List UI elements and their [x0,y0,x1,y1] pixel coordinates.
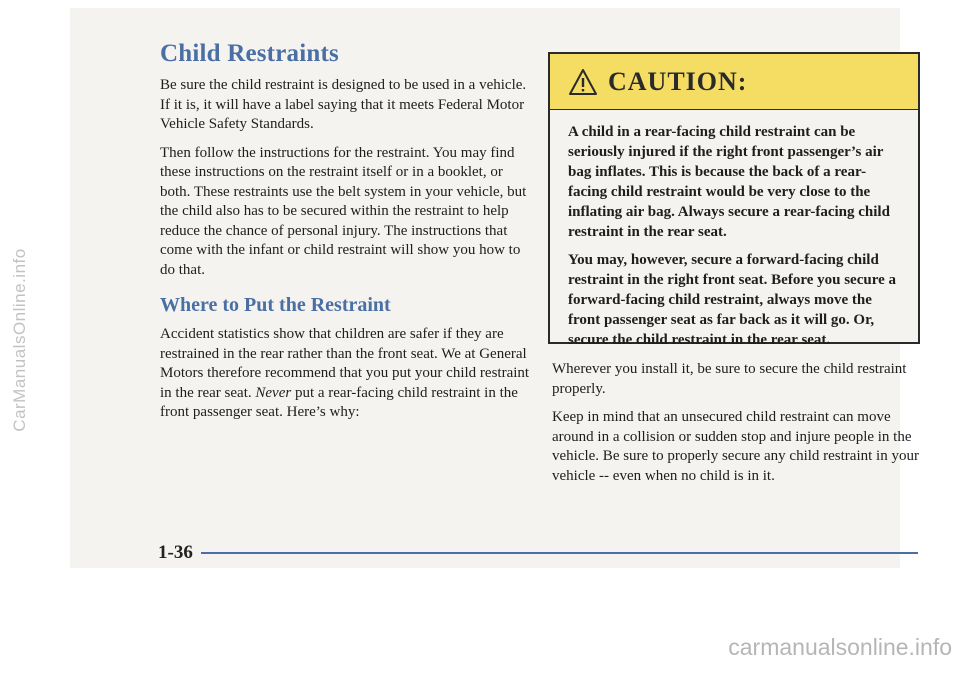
footer-rule [201,552,918,554]
body-paragraph-2: Then follow the instructions for the restraint. You may find these instructions on the restraint itself or in a booklet, or both. These restraints use the belt system in your vehicle, but the child also has to be secured within the restraint to help reduce the chance of personal injury. The instructions that come with the infant or child restraint will show you how to do that. [160,144,527,278]
caution-paragraph-1: A child in a rear-facing child restraint can be seriously injured if the right front passenger’s air bag inflates. This is because the back of a rear-facing child restraint would be very close to the inflating air bag. Always secure a rear-facing child restraint in the rear seat. [568,124,890,240]
caution-paragraph-2: You may, however, secure a forward-facing child restraint in the right front seat. Before you secure a forward-facing child restraint, always move the front passenger seat as far back as it will go. Or, secure the child restraint in the rear seat. [568,252,897,348]
caution-box [548,52,920,348]
side-watermark [0,0,40,675]
right-paragraph-2: Keep in mind that an unsecured child restraint can move around in a collision or sudden stop and injure people in the vehicle. Be sure to properly secure any child restraint in your vehicle -- even when no child is in it. [552,409,919,484]
caution-header [550,54,918,110]
caution-label: CAUTION: [608,66,748,96]
bottom-watermark: carmanualsonline.info [728,634,952,660]
subsection-title: Where to Put the Restraint [160,294,391,316]
body-paragraph-3 [160,325,530,423]
right-paragraph-1: Wherever you install it, be sure to secure the child restraint properly. [552,361,907,397]
emphasis-never: Never [255,384,292,401]
caution-body [550,110,918,350]
side-watermark-text: CarManualsOnline.info [10,248,29,432]
left-column [160,40,530,432]
paragraph-text-before: Accident statistics show that children are safer if they are restrained in the rear rather than the front seat. We at General Motors therefore recommend that you put your child restraint in the rear seat. [160,326,530,401]
page-number: 1-36 [158,542,193,563]
paragraph-text-after: put a rear-facing child restraint in the front passenger seat. Here’s why: [160,384,518,420]
right-column [552,360,924,495]
warning-triangle-icon [568,67,598,97]
manual-page [70,8,919,568]
section-title: Child Restraints [160,40,339,67]
page-footer [158,541,918,565]
body-paragraph-1: Be sure the child restraint is designed to be used in a vehicle. If it is, it will have a label saying that it meets Federal Motor Vehicle Safety Standards. [160,77,527,132]
